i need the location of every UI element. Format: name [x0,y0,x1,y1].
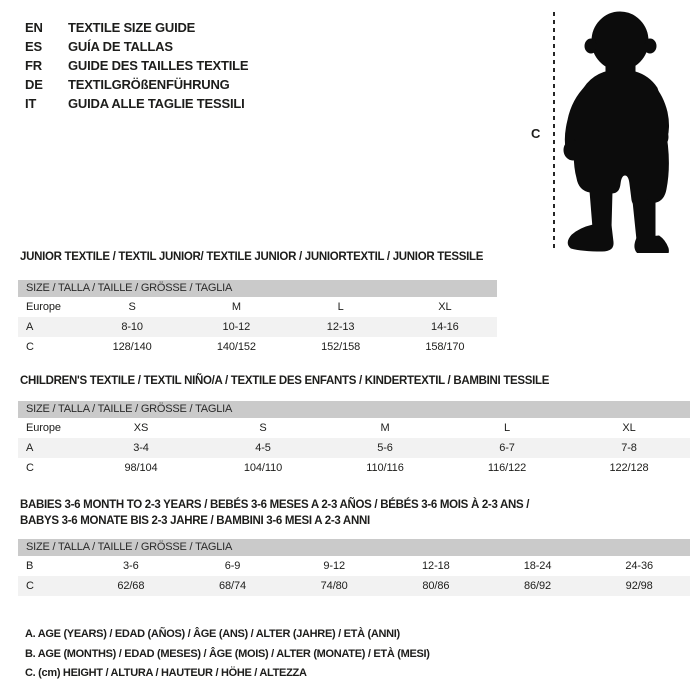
table-title: JUNIOR TEXTILE / TEXTIL JUNIOR/ TEXTILE JUNIOR / JUNIORTEXTIL / JUNIOR TESSILE [20,251,484,263]
size-cell: 6-7 [499,442,515,454]
footnote-legend [25,625,430,684]
size-cell: 12-18 [422,560,450,572]
junior-textile-table [18,249,497,357]
row-label: C [26,341,34,353]
size-cell: 10-12 [222,321,251,333]
size-cell: 14-16 [431,321,459,333]
language-row-en [25,18,248,37]
size-cell: 86/92 [524,580,552,592]
table-row [18,418,690,438]
height-measure-label: C [531,126,541,141]
size-cell: L [337,301,344,313]
table-row [18,317,497,337]
language-code: FR [25,58,42,73]
table-row [18,556,690,576]
row-label: C [26,462,34,474]
childrens-textile-table [18,373,690,478]
size-cell: 9-12 [323,560,345,572]
table-rows [18,297,497,357]
table-row [18,458,690,478]
language-row-de [25,75,248,94]
size-cell: 152/158 [321,341,361,353]
row-label: A [26,321,34,333]
table-row [18,438,690,458]
size-cell: 140/152 [216,341,256,353]
footnote-b: B. AGE (MONTHS) / EDAD (MESES) / ÂGE (MOIS) / ALTER (MONATE) / ETÀ (MESI) [25,647,430,660]
size-cell: 4-5 [255,442,271,454]
language-row-fr [25,56,248,75]
language-code: EN [25,20,43,35]
guide-title-es: GUÍA DE TALLAS [68,39,173,54]
row-label: Europe [26,301,61,313]
size-cell: 62/68 [117,580,145,592]
size-cell: 104/110 [243,462,283,474]
language-row-it [25,94,248,113]
size-cell: 110/116 [366,462,404,474]
language-code: IT [25,96,37,111]
height-dotted-line [553,12,555,248]
table-row [18,576,690,596]
size-cell: 5-6 [377,442,393,454]
size-cell: 116/122 [487,462,527,474]
size-cell: 18-24 [523,560,552,572]
guide-title-fr: GUIDE DES TAILLES TEXTILE [68,58,249,73]
size-cell: 158/170 [425,341,465,353]
row-label: A [26,442,34,454]
size-cell: 3-6 [123,560,139,572]
size-cell: 6-9 [224,560,241,572]
language-code: DE [25,77,43,92]
size-cell: 80/86 [422,580,450,592]
footnote-a: A. AGE (YEARS) / EDAD (AÑOS) / ÂGE (ANS) / ALTER (JAHRE) / ETÀ (ANNI) [25,628,400,640]
table-title: CHILDREN'S TEXTILE / TEXTIL NIÑO/A / TEXTILE DES ENFANTS / KINDERTEXTIL / BAMBINI TESSILE [20,375,550,387]
babies-textile-table [18,497,690,596]
row-label: C [26,580,34,592]
size-cell: 8-10 [121,321,143,333]
size-header-bar: SIZE / TALLA / TAILLE / GRÖSSE / TAGLIA [18,280,497,297]
table-rows [18,418,690,478]
size-cell: S [259,422,267,434]
language-code: ES [25,39,42,54]
size-header-bar: SIZE / TALLA / TAILLE / GRÖSSE / TAGLIA [18,401,690,418]
size-cell: 7-8 [621,442,637,454]
size-cell: 122/128 [609,462,649,474]
footnote-c: C. (cm) HEIGHT / ALTURA / HAUTEUR / HÖHE / ALTEZZA [25,667,307,679]
size-cell: 3-4 [133,442,149,454]
language-title-list [25,18,248,113]
size-cell: S [128,301,136,313]
size-cell: 74/80 [320,580,348,592]
row-label: B [26,560,34,572]
guide-title-it: GUIDA ALLE TAGLIE TESSILI [68,96,245,111]
size-cell: 92/98 [625,580,653,592]
row-label: Europe [26,422,61,434]
table-title-line2: BABYS 3-6 MONATE BIS 2-3 JAHRE / BAMBINI 3-6 MESI A 2-3 ANNI [20,515,370,527]
guide-title-de: TEXTILGRÖßENFÜHRUNG [68,77,230,92]
table-title: BABIES 3-6 MONTH TO 2-3 YEARS / BEBÉS 3-6 MESES A 2-3 AÑOS / BÉBÉS 3-6 MOIS À 2-3 ANS / [20,499,530,511]
size-header-bar: SIZE / TALLA / TAILLE / GRÖSSE / TAGLIA [18,539,690,556]
table-rows [18,556,690,596]
size-cell: XL [622,422,636,434]
baby-silhouette-icon [562,8,692,253]
size-cell: 12-13 [326,321,355,333]
guide-title-en: TEXTILE SIZE GUIDE [68,20,196,35]
size-cell: XS [133,422,149,434]
size-cell: 128/140 [112,341,152,353]
table-row [18,337,497,357]
size-cell: 98/104 [124,462,158,474]
size-cell: M [231,301,241,313]
size-cell: 68/74 [218,580,247,592]
size-cell: M [380,422,390,434]
language-row-es [25,37,248,56]
size-cell: L [503,422,511,434]
size-cell: XL [438,301,452,313]
size-cell: 24-36 [625,560,654,572]
table-row [18,297,497,317]
